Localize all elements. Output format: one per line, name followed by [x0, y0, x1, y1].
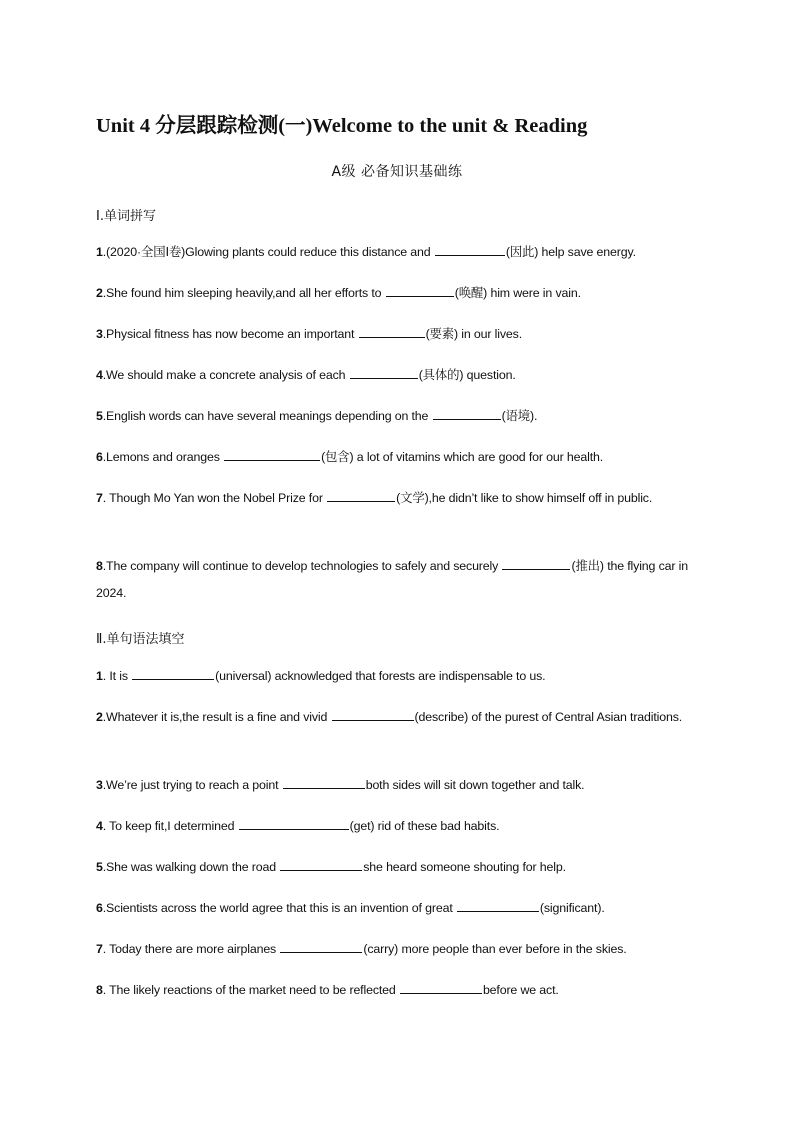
- exercise-item: [96, 977, 694, 1004]
- item-text-before: .Whatever it is,the result is a fine and vivid: [102, 710, 331, 724]
- item-text-after: rid of these bad habits.: [374, 819, 500, 833]
- item-number: 7: [96, 491, 103, 505]
- exercise-item: [96, 321, 694, 348]
- item-text-after: more people than ever before in the skies.: [398, 942, 627, 956]
- item-text-before: .Scientists across the world agree that this is an invention of great: [102, 901, 456, 915]
- item-text-before: . Today there are more airplanes: [102, 942, 280, 956]
- exercise-item: [96, 553, 694, 607]
- item-text-after: in our lives.: [458, 327, 523, 341]
- exercise-item: [96, 895, 694, 922]
- item-hint: (具体的): [418, 368, 464, 382]
- exercise-item: [96, 704, 694, 731]
- answer-blank[interactable]: [350, 365, 418, 379]
- section-heading-grammar: Ⅱ.单句语法填空: [96, 632, 185, 647]
- item-number: 5: [96, 860, 103, 874]
- answer-blank[interactable]: [386, 283, 454, 297]
- item-text-before: .English words can have several meanings depending on the: [102, 409, 432, 423]
- item-number: 5: [96, 409, 103, 423]
- item-number: 6: [96, 450, 103, 464]
- exercise-item: [96, 239, 694, 266]
- page-title: Unit 4 分层跟踪检测(一)Welcome to the unit & Reading: [96, 115, 588, 137]
- section-heading-spelling: Ⅰ.单词拼写: [96, 209, 156, 224]
- item-hint: (唤醒): [454, 286, 488, 300]
- item-number: 7: [96, 942, 103, 956]
- item-hint: (因此): [505, 245, 539, 259]
- item-text-before: . It is: [102, 669, 132, 683]
- exercise-item: [96, 403, 694, 430]
- item-text-after: both sides will sit down together and talk.: [365, 778, 585, 792]
- item-number: 1: [96, 245, 103, 259]
- exercise-item: [96, 444, 694, 471]
- item-hint: (要素): [425, 327, 458, 341]
- item-text-before: .We’re just trying to reach a point: [102, 778, 282, 792]
- answer-blank[interactable]: [327, 488, 395, 502]
- item-text-before: . To keep fit,I determined: [102, 819, 238, 833]
- exercise-item: [96, 280, 694, 307]
- item-text-after: him were in vain.: [487, 286, 581, 300]
- item-text-after: the flying car in 2024.: [96, 559, 688, 600]
- item-text-before: .We should make a concrete analysis of each: [102, 368, 349, 382]
- item-hint: (文学): [396, 491, 429, 505]
- item-text-after: of the purest of Central Asian traditions.: [468, 710, 683, 724]
- item-text-after: she heard someone shouting for help.: [363, 860, 566, 874]
- item-number: 1: [96, 669, 103, 683]
- level-heading: A级 必备知识基础练: [331, 164, 463, 180]
- item-hint: (推出): [571, 559, 604, 573]
- item-number: 3: [96, 327, 103, 341]
- exercise-item: [96, 362, 694, 389]
- item-hint: (get): [349, 819, 375, 833]
- item-number: 4: [96, 819, 103, 833]
- item-text-before: . The likely reactions of the market need to be reflected: [102, 983, 399, 997]
- answer-blank[interactable]: [359, 324, 425, 338]
- exercise-item: [96, 663, 694, 690]
- exercise-item: [96, 854, 694, 881]
- item-text-before: .She found him sleeping heavily,and all her efforts to: [102, 286, 385, 300]
- answer-blank[interactable]: [280, 857, 362, 871]
- item-hint: (语境): [501, 409, 535, 423]
- exercise-item: [96, 936, 694, 963]
- item-number: 6: [96, 901, 103, 915]
- item-number: 4: [96, 368, 103, 382]
- item-hint: (significant): [539, 901, 602, 915]
- item-number: 8: [96, 983, 103, 997]
- item-text-before: .She was walking down the road: [102, 860, 280, 874]
- answer-blank[interactable]: [132, 666, 214, 680]
- answer-blank[interactable]: [400, 980, 482, 994]
- item-hint: (describe): [414, 710, 469, 724]
- item-text-before: .Lemons and oranges: [102, 450, 224, 464]
- item-text-before: . Though Mo Yan won the Nobel Prize for: [102, 491, 327, 505]
- item-hint: (carry): [363, 942, 399, 956]
- item-text-after: .: [601, 901, 605, 915]
- answer-blank[interactable]: [239, 816, 349, 830]
- item-text-before: .Physical fitness has now become an important: [102, 327, 358, 341]
- item-text-before: .(2020·全国Ⅰ卷)Glowing plants could reduce this distance and: [102, 245, 434, 259]
- item-hint: (包含): [321, 450, 354, 464]
- answer-blank[interactable]: [332, 707, 414, 721]
- item-text-after: a lot of vitamins which are good for our health.: [353, 450, 604, 464]
- item-number: 2: [96, 710, 103, 724]
- item-text-after: ,he didn’t like to show himself off in public.: [428, 491, 653, 505]
- item-number: 3: [96, 778, 103, 792]
- answer-blank[interactable]: [435, 242, 505, 256]
- answer-blank[interactable]: [280, 939, 362, 953]
- item-number: 2: [96, 286, 103, 300]
- item-number: 8: [96, 559, 103, 573]
- item-hint: (universal): [215, 669, 272, 683]
- answer-blank[interactable]: [502, 556, 570, 570]
- answer-blank[interactable]: [433, 406, 501, 420]
- answer-blank[interactable]: [224, 447, 320, 461]
- item-text-after: acknowledged that forests are indispensable to us.: [271, 669, 546, 683]
- exercise-item: [96, 485, 694, 512]
- answer-blank[interactable]: [457, 898, 539, 912]
- item-text-after: .: [534, 409, 538, 423]
- item-text-before: .The company will continue to develop technologies to safely and securely: [102, 559, 502, 573]
- item-text-after: before we act.: [482, 983, 559, 997]
- exercise-item: [96, 813, 694, 840]
- answer-blank[interactable]: [283, 775, 365, 789]
- item-text-after: help save energy.: [538, 245, 636, 259]
- item-text-after: question.: [463, 368, 516, 382]
- exercise-item: [96, 772, 694, 799]
